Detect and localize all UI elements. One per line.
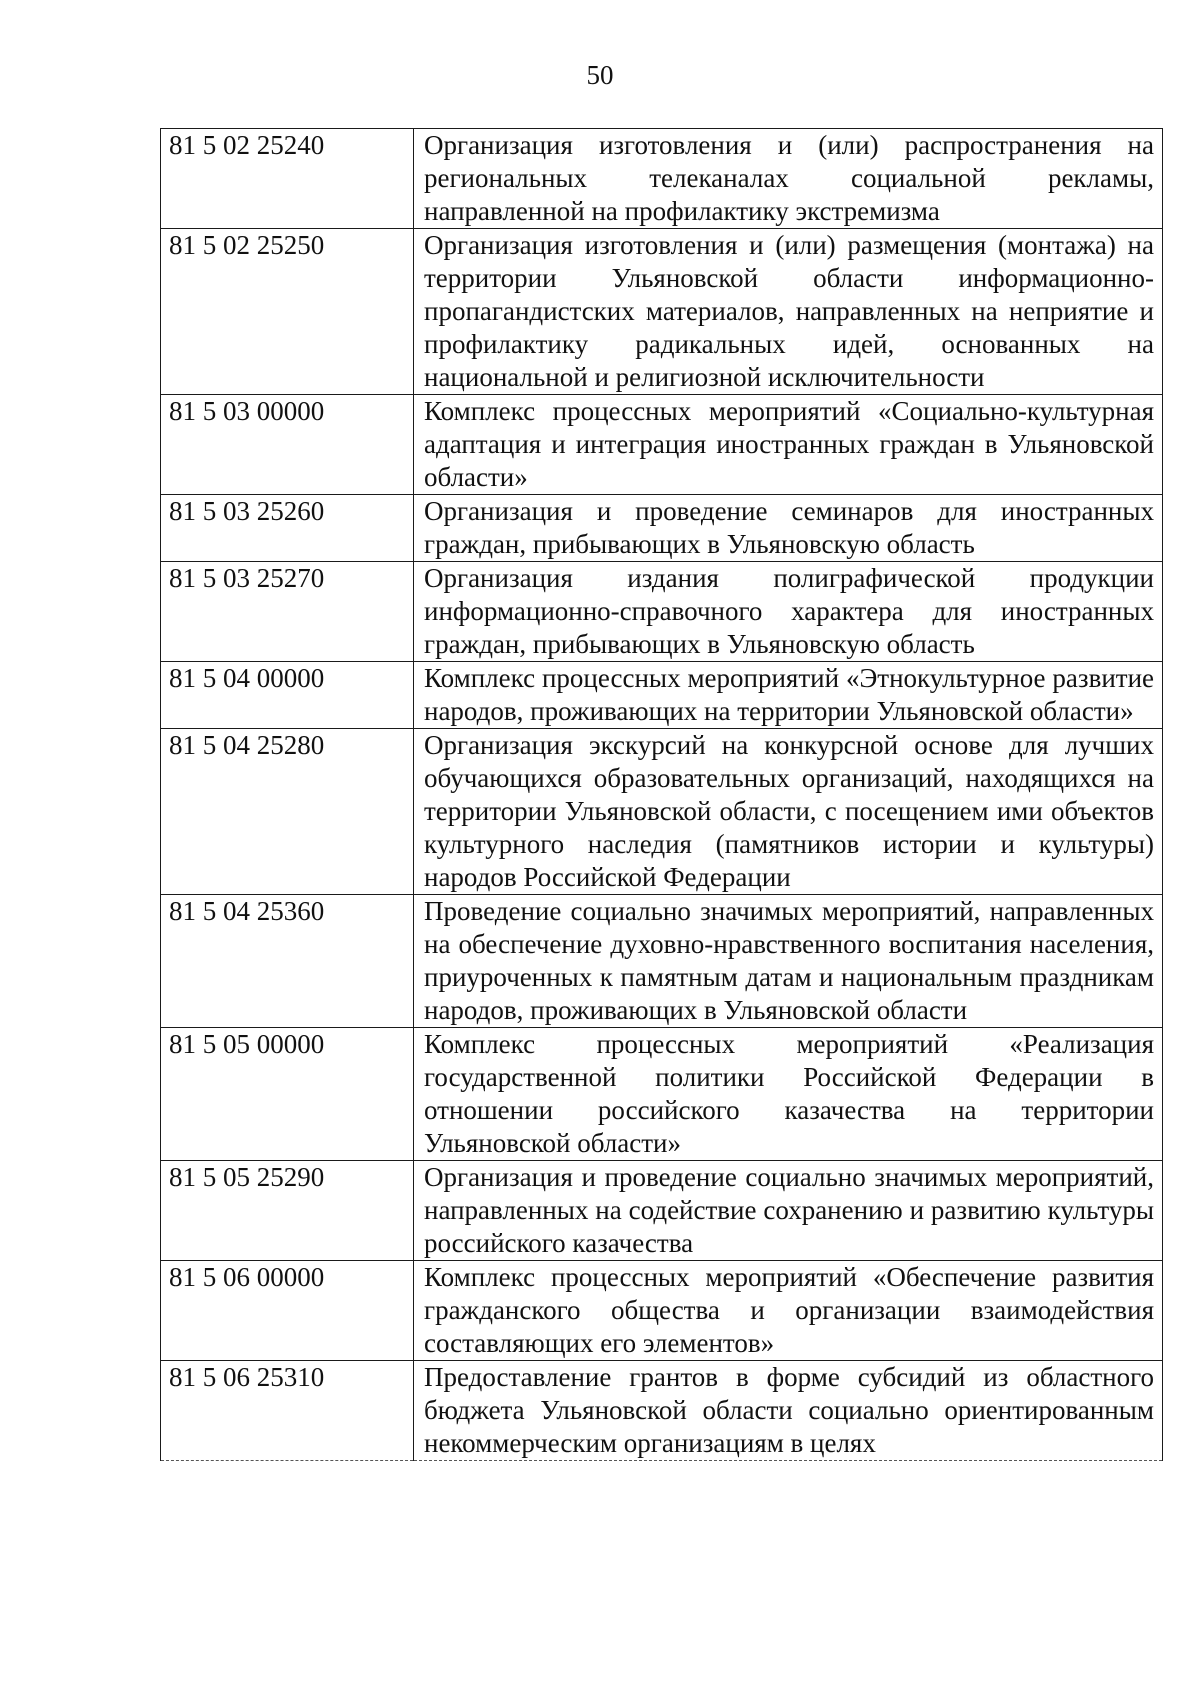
row-description: Комплекс процессных мероприятий «Обеспечение развития гражданского общества и организации взаимодействия составляющих его элементов» [414,1261,1163,1361]
row-description: Организация экскурсий на конкурсной основе для лучших обучающихся образовательных организаций, находящихся на территории Ульяновской области, с посещением ими объектов культурного наследия (памятников истории и культуры) народов Российской Федерации [414,729,1163,895]
table-row [161,1361,1163,1461]
budget-classification-table [160,128,1163,1461]
row-code: 81 5 05 25290 [161,1161,414,1261]
table-row [161,1161,1163,1261]
row-description: Комплекс процессных мероприятий «Этнокультурное развитие народов, проживающих на территории Ульяновской области» [414,662,1163,729]
row-code: 81 5 04 00000 [161,662,414,729]
table-row [161,495,1163,562]
row-description: Организация и проведение семинаров для иностранных граждан, прибывающих в Ульяновскую область [414,495,1163,562]
table-row [161,129,1163,229]
table-row [161,662,1163,729]
row-code: 81 5 03 25270 [161,562,414,662]
row-code: 81 5 03 00000 [161,395,414,495]
table-row [161,729,1163,895]
row-description: Предоставление грантов в форме субсидий из областного бюджета Ульяновской области социально ориентированным некоммерческим организациям в целях [414,1361,1163,1461]
table-row [161,1261,1163,1361]
table-row [161,1028,1163,1161]
row-code: 81 5 04 25360 [161,895,414,1028]
row-description: Комплекс процессных мероприятий «Реализация государственной политики Российской Федерации в отношении российского казачества на территории Ульяновской области» [414,1028,1163,1161]
row-description: Организация изготовления и (или) распространения на региональных телеканалах социальной рекламы, направленной на профилактику экстремизма [414,129,1163,229]
row-description: Организация изготовления и (или) размещения (монтажа) на территории Ульяновской области информационно-пропагандистских материалов, направленных на неприятие и профилактику радикальных идей, основанных на национальной и религиозной исключительности [414,229,1163,395]
row-code: 81 5 06 00000 [161,1261,414,1361]
row-code: 81 5 04 25280 [161,729,414,895]
row-code: 81 5 02 25240 [161,129,414,229]
row-description: Организация издания полиграфической продукции информационно-справочного характера для иностранных граждан, прибывающих в Ульяновскую область [414,562,1163,662]
row-description: Комплекс процессных мероприятий «Социально-культурная адаптация и интеграция иностранных граждан в Ульяновской области» [414,395,1163,495]
row-code: 81 5 05 00000 [161,1028,414,1161]
table-row [161,229,1163,395]
row-code: 81 5 03 25260 [161,495,414,562]
row-code: 81 5 02 25250 [161,229,414,395]
table-row [161,562,1163,662]
table-row [161,395,1163,495]
row-description: Организация и проведение социально значимых мероприятий, направленных на содействие сохранению и развитию культуры российского казачества [414,1161,1163,1261]
row-code: 81 5 06 25310 [161,1361,414,1461]
row-description: Проведение социально значимых мероприятий, направленных на обеспечение духовно-нравственного воспитания населения, приуроченных к памятным датам и национальным праздникам народов, проживающих в Ульяновской области [414,895,1163,1028]
table-row [161,895,1163,1028]
page-number: 50 [586,60,614,90]
